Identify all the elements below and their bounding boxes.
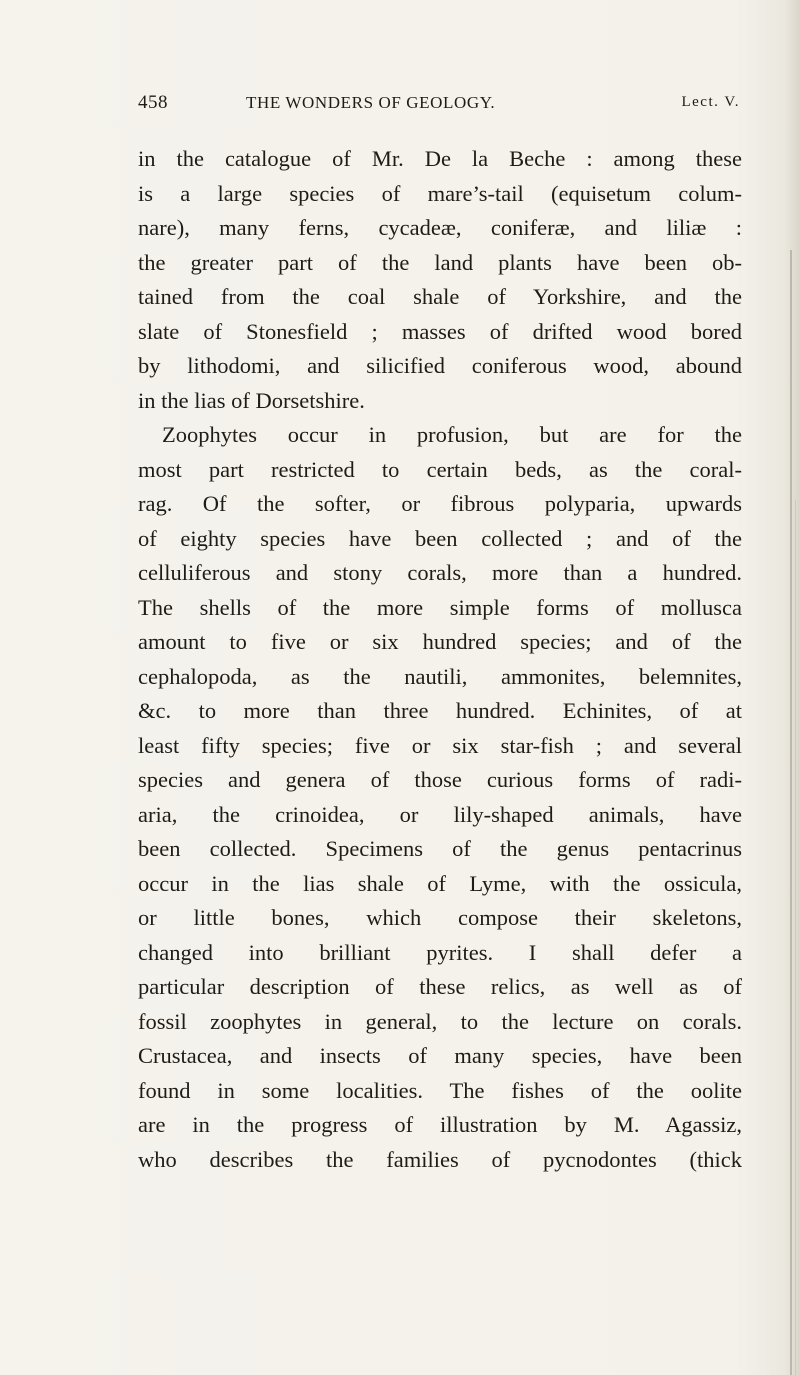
- text-line: particular description of these relics, as well as of: [138, 974, 742, 999]
- text-line: by lithodomi, and silicified coniferous wood, abound: [138, 353, 742, 378]
- lecture-label: Lect. V.: [681, 94, 740, 110]
- text-line: species and genera of those curious forms of radi-: [138, 767, 742, 792]
- running-title: THE WONDERS OF GEOLOGY.: [246, 93, 496, 112]
- text-line: occur in the lias shale of Lyme, with the ossicula,: [138, 870, 742, 896]
- text-line: who describes the families of pycnodontes (thick: [138, 1146, 742, 1172]
- text-line: in the lias of Dorsetshire.: [138, 387, 365, 413]
- text-line: tained from the coal shale of Yorkshire, and the: [138, 284, 742, 309]
- text-line: in the catalogue of Mr. De la Beche : among these: [138, 146, 742, 171]
- text-line: found in some localities. The fishes of the oolite: [138, 1077, 742, 1103]
- text-line: are in the progress of illustration by M. Agassiz,: [138, 1112, 742, 1137]
- text-line: least fifty species; five or six star-fish ; and several: [138, 732, 742, 758]
- page-header: [138, 92, 740, 122]
- text-line: slate of Stonesfield ; masses of drifted wood bored: [138, 318, 742, 344]
- text-line: Zoophytes occur in profusion, but are for the: [162, 422, 742, 447]
- text-line: is a large species of mare’s-tail (equisetum colum-: [138, 180, 742, 206]
- text-line: The shells of the more simple forms of mollusca: [138, 594, 742, 620]
- text-line: celluliferous and stony corals, more than a hundred.: [138, 560, 742, 585]
- text-line: amount to five or six hundred species; and of the: [138, 629, 742, 654]
- text-line: most part restricted to certain beds, as the coral-: [138, 456, 742, 482]
- text-line: &c. to more than three hundred. Echinites, of at: [138, 698, 742, 723]
- text-line: Crustacea, and insects of many species, have been: [138, 1043, 742, 1068]
- text-line: the greater part of the land plants have been ob-: [138, 249, 742, 275]
- page-edge-shadow: [790, 250, 792, 1375]
- page-edge-line: [795, 500, 796, 1375]
- text-line: cephalopoda, as the nautili, ammonites, belemnites,: [138, 663, 742, 689]
- text-line: or little bones, which compose their skeletons,: [138, 905, 742, 930]
- text-line: nare), many ferns, cycadeæ, coniferæ, and liliæ :: [138, 215, 742, 240]
- text-line: been collected. Specimens of the genus pentacrinus: [138, 836, 742, 861]
- page-number: 458: [138, 92, 168, 113]
- text-line: fossil zoophytes in general, to the lecture on corals.: [138, 1008, 742, 1034]
- text-line: rag. Of the softer, or fibrous polyparia, upwards: [138, 491, 742, 516]
- text-line: aria, the crinoidea, or lily-shaped animals, have: [138, 801, 742, 827]
- text-line: changed into brilliant pyrites. I shall defer a: [138, 939, 742, 965]
- body-text: [138, 142, 742, 1177]
- text-line: of eighty species have been collected ; and of the: [138, 525, 742, 551]
